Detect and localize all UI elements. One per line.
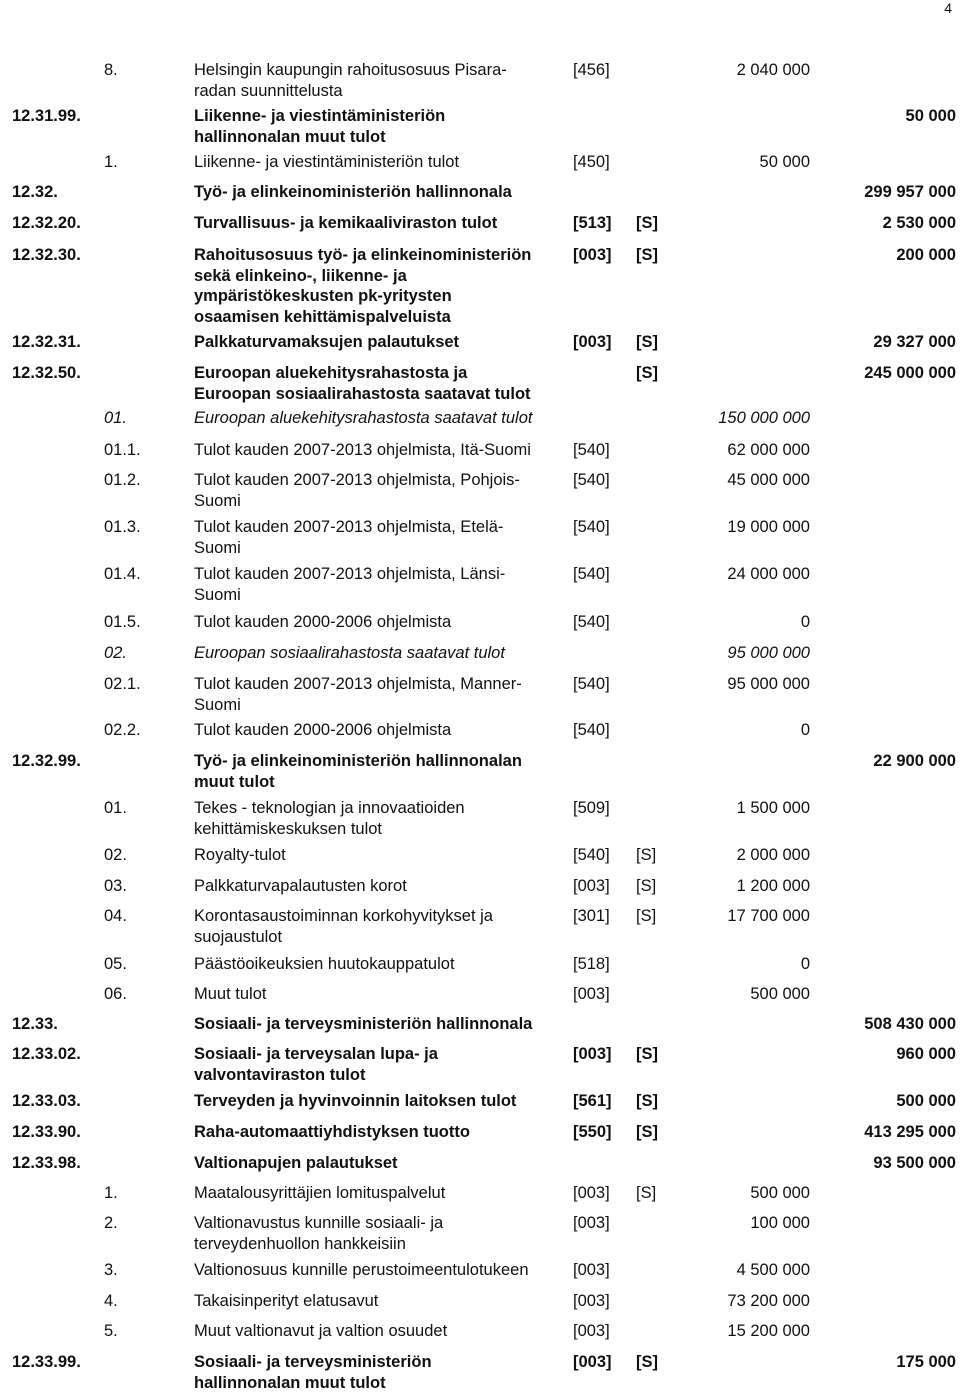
- reference-code: [301]: [573, 906, 610, 927]
- description-line: osaamisen kehittämispalveluista: [194, 307, 451, 328]
- description-line: Suomi: [194, 585, 241, 606]
- description-line: Maatalousyrittäjien lomituspalvelut: [194, 1183, 445, 1204]
- reference-code: [540]: [573, 470, 610, 491]
- sub-item-number: 05.: [104, 954, 127, 975]
- account-code: 12.32.31.: [12, 332, 81, 353]
- description-line: terveydenhuollon hankkeisiin: [194, 1234, 406, 1255]
- item-amount: 95 000 000: [727, 643, 810, 664]
- reference-code: [509]: [573, 798, 610, 819]
- sub-item-number: 02.: [104, 845, 127, 866]
- sub-item-number: 8.: [104, 60, 118, 81]
- total-amount: 50 000: [906, 106, 956, 127]
- reference-code: [540]: [573, 674, 610, 695]
- page-number: 4: [944, 0, 952, 16]
- account-code: 12.33.98.: [12, 1153, 81, 1174]
- account-code: 12.32.99.: [12, 751, 81, 772]
- description-line: Tulot kauden 2000-2006 ohjelmista: [194, 720, 451, 741]
- reference-code: [003]: [573, 1044, 612, 1065]
- description-line: Liikenne- ja viestintäministeriön tulot: [194, 152, 459, 173]
- reference-code: [540]: [573, 720, 610, 741]
- sub-item-number: 02.2.: [104, 720, 141, 741]
- reference-code: [540]: [573, 564, 610, 585]
- total-amount: 2 530 000: [883, 213, 956, 234]
- total-amount: 175 000: [896, 1352, 956, 1373]
- sub-item-number: 01.1.: [104, 440, 141, 461]
- status-marker: [S]: [636, 1352, 658, 1373]
- description-line: Sosiaali- ja terveysministeriön: [194, 1352, 432, 1373]
- description-line: Suomi: [194, 695, 241, 716]
- status-marker: [S]: [636, 245, 658, 266]
- item-amount: 73 200 000: [727, 1291, 810, 1312]
- status-marker: [S]: [636, 1122, 658, 1143]
- reference-code: [540]: [573, 440, 610, 461]
- description-line: Päästöoikeuksien huutokauppatulot: [194, 954, 455, 975]
- sub-item-number: 01.4.: [104, 564, 141, 585]
- reference-code: [450]: [573, 152, 610, 173]
- description-line: Rahoitusosuus työ- ja elinkeinoministeriön: [194, 245, 531, 266]
- description-line: Valtionosuus kunnille perustoimeentulotukeen: [194, 1260, 529, 1281]
- status-marker: [S]: [636, 845, 656, 866]
- total-amount: 93 500 000: [873, 1153, 956, 1174]
- sub-item-number: 1.: [104, 1183, 118, 1204]
- status-marker: [S]: [636, 876, 656, 897]
- description-line: Raha-automaattiyhdistyksen tuotto: [194, 1122, 470, 1143]
- reference-code: [518]: [573, 954, 610, 975]
- reference-code: [003]: [573, 1260, 610, 1281]
- sub-item-number: 01.5.: [104, 612, 141, 633]
- description-line: Tulot kauden 2007-2013 ohjelmista, Manner-: [194, 674, 522, 695]
- description-line: muut tulot: [194, 772, 275, 793]
- description-line: suojaustulot: [194, 927, 282, 948]
- reference-code: [003]: [573, 1352, 612, 1373]
- description-line: Tulot kauden 2007-2013 ohjelmista, Länsi-: [194, 564, 505, 585]
- total-amount: 200 000: [896, 245, 956, 266]
- description-line: Euroopan sosiaalirahastosta saatavat tulot: [194, 643, 505, 664]
- description-line: Muut valtionavut ja valtion osuudet: [194, 1321, 447, 1342]
- reference-code: [561]: [573, 1091, 612, 1112]
- account-code: 12.33.02.: [12, 1044, 81, 1065]
- account-code: 12.31.99.: [12, 106, 81, 127]
- total-amount: 299 957 000: [864, 182, 956, 203]
- item-amount: 500 000: [750, 984, 810, 1005]
- description-line: sekä elinkeino-, liikenne- ja: [194, 266, 407, 287]
- description-line: Valtionavustus kunnille sosiaali- ja: [194, 1213, 443, 1234]
- status-marker: [S]: [636, 213, 658, 234]
- total-amount: 29 327 000: [873, 332, 956, 353]
- account-code: 12.32.30.: [12, 245, 81, 266]
- item-amount: 19 000 000: [727, 517, 810, 538]
- reference-code: [550]: [573, 1122, 612, 1143]
- sub-item-number: 3.: [104, 1260, 118, 1281]
- reference-code: [003]: [573, 332, 612, 353]
- item-amount: 45 000 000: [727, 470, 810, 491]
- description-line: Takaisinperityt elatusavut: [194, 1291, 378, 1312]
- description-line: Sosiaali- ja terveysministeriön hallinnonala: [194, 1014, 532, 1035]
- sub-item-number: 5.: [104, 1321, 118, 1342]
- sub-item-number: 1.: [104, 152, 118, 173]
- description-line: Tulot kauden 2007-2013 ohjelmista, Pohjois-: [194, 470, 520, 491]
- reference-code: [003]: [573, 245, 612, 266]
- sub-item-number: 4.: [104, 1291, 118, 1312]
- sub-item-number: 01.3.: [104, 517, 141, 538]
- total-amount: 500 000: [896, 1091, 956, 1112]
- reference-code: [003]: [573, 1183, 610, 1204]
- sub-item-number: 2.: [104, 1213, 118, 1234]
- description-line: valvontaviraston tulot: [194, 1065, 365, 1086]
- account-code: 12.32.: [12, 182, 58, 203]
- description-line: Turvallisuus- ja kemikaaliviraston tulot: [194, 213, 497, 234]
- description-line: Työ- ja elinkeinoministeriön hallinnonalan: [194, 751, 522, 772]
- sub-item-number: 02.1.: [104, 674, 141, 695]
- description-line: Euroopan sosiaalirahastosta saatavat tulot: [194, 384, 531, 405]
- reference-code: [003]: [573, 1291, 610, 1312]
- sub-item-number: 04.: [104, 906, 127, 927]
- sub-item-number: 01.2.: [104, 470, 141, 491]
- description-line: Palkkaturvamaksujen palautukset: [194, 332, 459, 353]
- description-line: Euroopan aluekehitysrahastosta saatavat tulot: [194, 408, 532, 429]
- status-marker: [S]: [636, 906, 656, 927]
- total-amount: 508 430 000: [864, 1014, 956, 1035]
- sub-item-number: 02.: [104, 643, 127, 664]
- sub-item-number: 03.: [104, 876, 127, 897]
- item-amount: 100 000: [750, 1213, 810, 1234]
- description-line: Liikenne- ja viestintäministeriön: [194, 106, 445, 127]
- account-code: 12.33.99.: [12, 1352, 81, 1373]
- item-amount: 0: [801, 720, 810, 741]
- description-line: Suomi: [194, 491, 241, 512]
- item-amount: 2 000 000: [737, 845, 810, 866]
- item-amount: 24 000 000: [727, 564, 810, 585]
- description-line: Suomi: [194, 538, 241, 559]
- description-line: Helsingin kaupungin rahoitusosuus Pisara-: [194, 60, 507, 81]
- total-amount: 22 900 000: [873, 751, 956, 772]
- description-line: Muut tulot: [194, 984, 266, 1005]
- description-line: Korontasaustoiminnan korkohyvitykset ja: [194, 906, 493, 927]
- item-amount: 150 000 000: [718, 408, 810, 429]
- description-line: Euroopan aluekehitysrahastosta ja: [194, 363, 467, 384]
- description-line: ympäristökeskusten pk-yritysten: [194, 286, 452, 307]
- reference-code: [540]: [573, 845, 610, 866]
- sub-item-number: 01.: [104, 408, 127, 429]
- description-line: Tekes - teknologian ja innovaatioiden: [194, 798, 465, 819]
- item-amount: 0: [801, 612, 810, 633]
- total-amount: 245 000 000: [864, 363, 956, 384]
- reference-code: [003]: [573, 876, 610, 897]
- description-line: Valtionapujen palautukset: [194, 1153, 398, 1174]
- item-amount: 2 040 000: [737, 60, 810, 81]
- status-marker: [S]: [636, 1044, 658, 1065]
- status-marker: [S]: [636, 1091, 658, 1112]
- account-code: 12.33.: [12, 1014, 58, 1035]
- item-amount: 500 000: [750, 1183, 810, 1204]
- account-code: 12.32.50.: [12, 363, 81, 384]
- description-line: Tulot kauden 2007-2013 ohjelmista, Itä-Suomi: [194, 440, 531, 461]
- item-amount: 50 000: [760, 152, 810, 173]
- description-line: hallinnonalan muut tulot: [194, 1373, 386, 1393]
- item-amount: 95 000 000: [727, 674, 810, 695]
- description-line: Työ- ja elinkeinoministeriön hallinnonala: [194, 182, 512, 203]
- item-amount: 15 200 000: [727, 1321, 810, 1342]
- sub-item-number: 06.: [104, 984, 127, 1005]
- account-code: 12.33.03.: [12, 1091, 81, 1112]
- reference-code: [540]: [573, 612, 610, 633]
- reference-code: [456]: [573, 60, 610, 81]
- reference-code: [003]: [573, 1321, 610, 1342]
- status-marker: [S]: [636, 363, 658, 384]
- description-line: Palkkaturvapalautusten korot: [194, 876, 407, 897]
- reference-code: [003]: [573, 984, 610, 1005]
- item-amount: 1 200 000: [737, 876, 810, 897]
- description-line: kehittämiskeskuksen tulot: [194, 819, 382, 840]
- item-amount: 62 000 000: [727, 440, 810, 461]
- item-amount: 17 700 000: [727, 906, 810, 927]
- total-amount: 960 000: [896, 1044, 956, 1065]
- total-amount: 413 295 000: [864, 1122, 956, 1143]
- item-amount: 0: [801, 954, 810, 975]
- item-amount: 1 500 000: [737, 798, 810, 819]
- description-line: Sosiaali- ja terveysalan lupa- ja: [194, 1044, 438, 1065]
- status-marker: [S]: [636, 1183, 656, 1204]
- account-code: 12.33.90.: [12, 1122, 81, 1143]
- account-code: 12.32.20.: [12, 213, 81, 234]
- description-line: radan suunnittelusta: [194, 81, 343, 102]
- reference-code: [540]: [573, 517, 610, 538]
- description-line: hallinnonalan muut tulot: [194, 127, 386, 148]
- status-marker: [S]: [636, 332, 658, 353]
- reference-code: [513]: [573, 213, 612, 234]
- item-amount: 4 500 000: [737, 1260, 810, 1281]
- description-line: Terveyden ja hyvinvoinnin laitoksen tulot: [194, 1091, 516, 1112]
- description-line: Royalty-tulot: [194, 845, 286, 866]
- sub-item-number: 01.: [104, 798, 127, 819]
- reference-code: [003]: [573, 1213, 610, 1234]
- description-line: Tulot kauden 2007-2013 ohjelmista, Etelä-: [194, 517, 503, 538]
- description-line: Tulot kauden 2000-2006 ohjelmista: [194, 612, 451, 633]
